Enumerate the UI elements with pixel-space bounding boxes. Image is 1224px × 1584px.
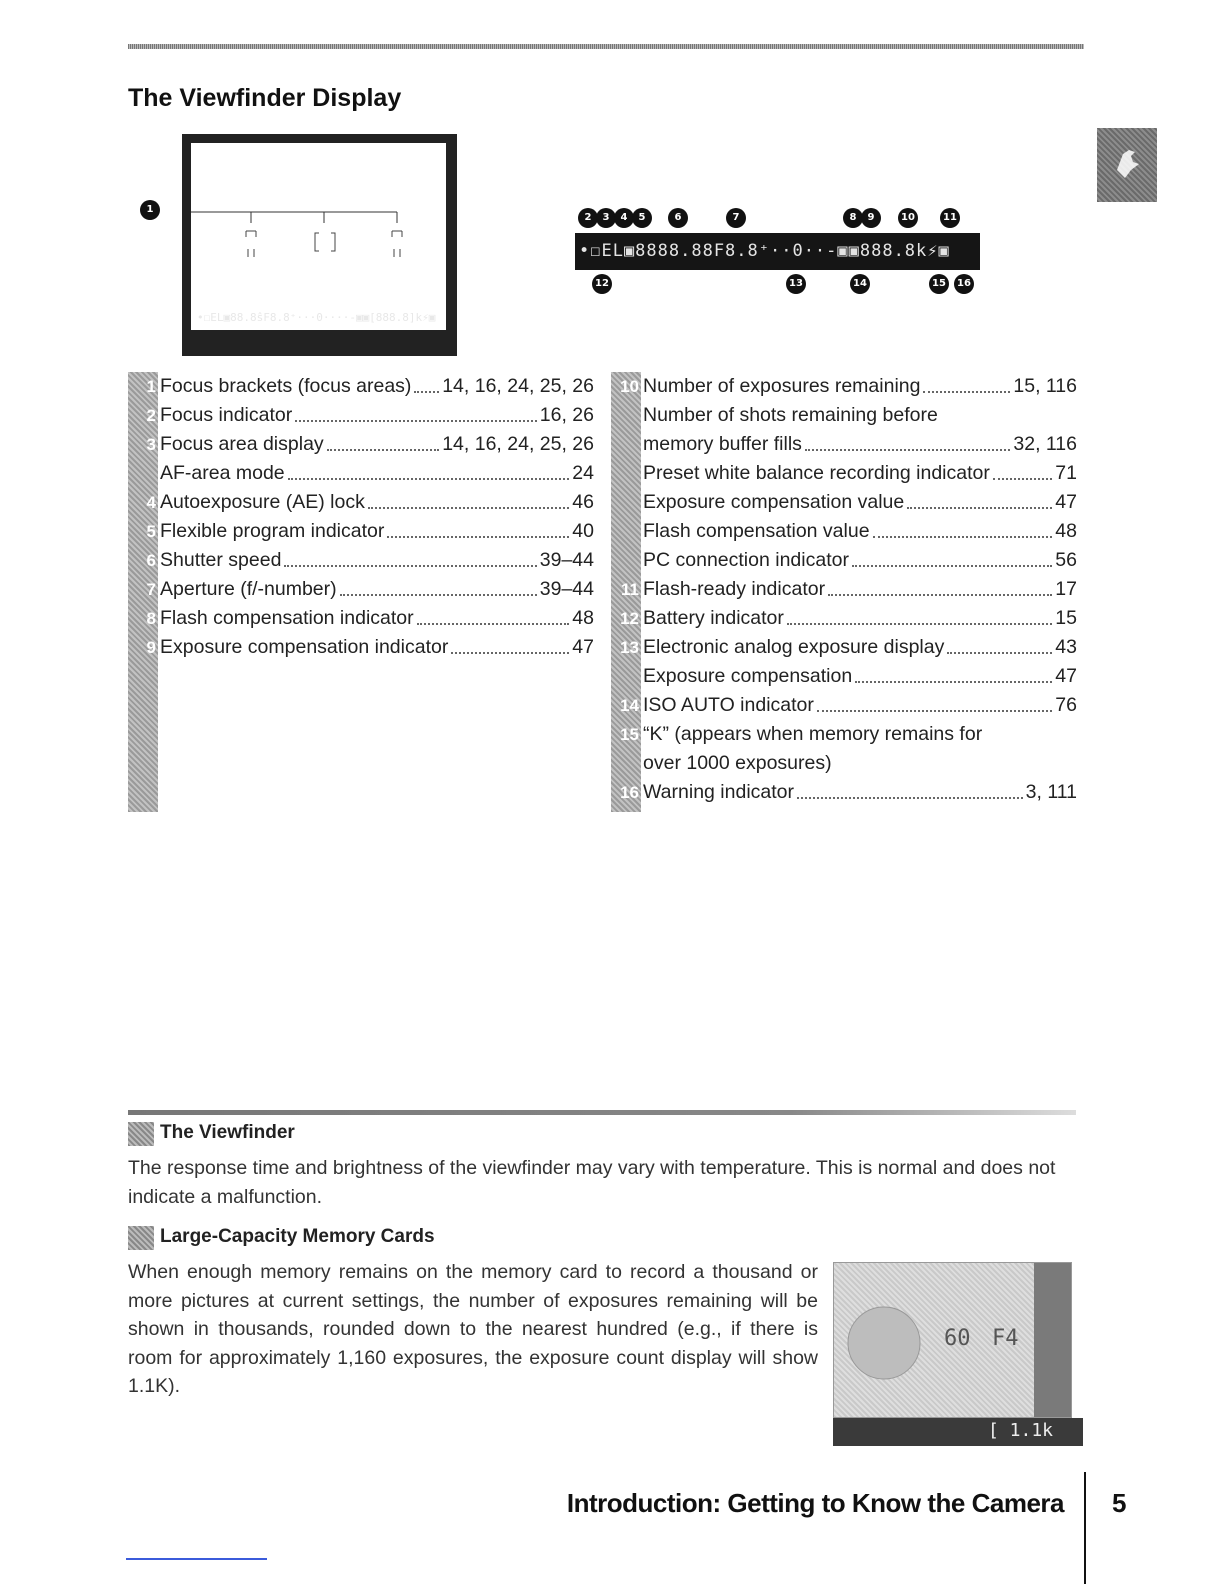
viewfinder-lcd-strip bbox=[575, 233, 980, 270]
legend-item-label: Focus indicator bbox=[160, 404, 293, 426]
legend-item-number: 11 bbox=[621, 580, 639, 599]
top-rule bbox=[128, 44, 1084, 49]
callout-3: 3 bbox=[596, 208, 616, 228]
legend-item-pages: 56 bbox=[1055, 549, 1077, 571]
legend-item-label: Electronic analog exposure display bbox=[643, 636, 945, 658]
legend-item-pages: 16, 26 bbox=[539, 404, 594, 426]
magnifier-note-icon bbox=[128, 1226, 154, 1250]
legend-item-label: Focus brackets (focus areas) bbox=[160, 375, 412, 397]
leader-dots bbox=[947, 633, 1052, 654]
legend-item bbox=[611, 633, 1077, 662]
legend-item-number: 15 bbox=[620, 725, 639, 744]
legend-item-pages: 15 bbox=[1055, 607, 1077, 629]
callout-13: 13 bbox=[786, 274, 806, 294]
legend-item-number bbox=[611, 749, 641, 778]
legend-item-pages: 76 bbox=[1055, 694, 1077, 716]
legend-item bbox=[128, 372, 594, 401]
leader-dots bbox=[797, 778, 1023, 799]
page-number: 5 bbox=[1112, 1488, 1127, 1518]
leader-dots bbox=[787, 604, 1052, 625]
legend-item-pages: 3, 111 bbox=[1025, 781, 1077, 803]
legend-item bbox=[611, 372, 1077, 401]
leader-dots bbox=[327, 430, 440, 451]
legend-item bbox=[611, 720, 1077, 749]
callout-5: 5 bbox=[632, 208, 652, 228]
legend-item bbox=[611, 749, 1077, 778]
callout-14: 14 bbox=[850, 274, 870, 294]
legend-item bbox=[128, 546, 594, 575]
legend-item-label: Number of shots remaining before bbox=[643, 404, 938, 426]
legend-item-label: Flash compensation indicator bbox=[160, 607, 414, 629]
camera-display-illustration bbox=[834, 1263, 1071, 1417]
legend-item-number: 6 bbox=[146, 551, 156, 570]
callout-7: 7 bbox=[726, 208, 746, 228]
legend-item-label: “K” (appears when memory remains for bbox=[643, 723, 983, 745]
note-title: Large-Capacity Memory Cards bbox=[160, 1226, 435, 1248]
legend-item-pages: 24 bbox=[572, 462, 594, 484]
leader-dots bbox=[387, 517, 569, 538]
legend-item-label: Flash-ready indicator bbox=[643, 578, 826, 600]
legend-item-label: Focus area display bbox=[160, 433, 324, 455]
leader-dots bbox=[923, 372, 1010, 393]
legend-item-pages: 46 bbox=[572, 491, 594, 513]
legend-item bbox=[611, 662, 1077, 691]
legend-item bbox=[128, 633, 594, 662]
legend-item-pages: 47 bbox=[1055, 665, 1077, 687]
legend-item-label: Flash compensation value bbox=[643, 520, 870, 542]
callout-15: 15 bbox=[929, 274, 949, 294]
legend-item-label: memory buffer fills bbox=[643, 433, 802, 455]
callout-4: 4 bbox=[614, 208, 634, 228]
exposure-count-value: [ 1.1k bbox=[987, 1420, 1053, 1441]
legend-item-number: 9 bbox=[146, 638, 156, 657]
svg-text:60: 60 bbox=[944, 1326, 971, 1351]
callout-6: 6 bbox=[668, 208, 688, 228]
leader-dots bbox=[873, 517, 1053, 538]
legend-item-label: Warning indicator bbox=[643, 781, 795, 803]
footer-chapter-title: Introduction: Getting to Know the Camera bbox=[566, 1488, 1064, 1518]
legend-item-number: 1 bbox=[146, 377, 156, 396]
legend-item-number: 2 bbox=[146, 406, 156, 425]
legend-item-label: AF-area mode bbox=[160, 462, 285, 484]
leader-dots bbox=[414, 372, 439, 393]
legend-item-number: 14 bbox=[620, 696, 639, 715]
legend-item bbox=[128, 488, 594, 517]
pencil-note-icon bbox=[128, 1122, 154, 1146]
leader-dots bbox=[993, 459, 1052, 480]
note-title: The Viewfinder bbox=[160, 1122, 295, 1144]
legend-item bbox=[128, 459, 594, 488]
viewfinder-info-strip: •☐EL▣88.8ŝF8.8⁺···0····-▣▣[888.8]k⚡▣ bbox=[197, 311, 436, 324]
legend-item-number: 5 bbox=[146, 522, 156, 541]
leader-dots bbox=[817, 691, 1052, 712]
legend-item-number: 4 bbox=[146, 493, 156, 512]
focus-brackets-graphic bbox=[191, 143, 446, 330]
legend-item-label: ISO AUTO indicator bbox=[643, 694, 814, 716]
legend-item-label: Aperture (f/-number) bbox=[160, 578, 337, 600]
leader-dots bbox=[284, 546, 536, 567]
legend-item-label: Flexible program indicator bbox=[160, 520, 385, 542]
legend-item bbox=[611, 401, 1077, 430]
legend-item-number bbox=[611, 517, 641, 546]
callout-10: 10 bbox=[898, 208, 918, 228]
legend-item-label: Exposure compensation indicator bbox=[160, 636, 449, 658]
legend-left bbox=[128, 372, 594, 812]
legend-item-number: 7 bbox=[146, 580, 156, 599]
legend-item-label: Preset white balance recording indicator bbox=[643, 462, 990, 484]
legend-item-number bbox=[611, 662, 641, 691]
note-memory-body: When enough memory remains on the memory card to record a thousand or more pictures at current settings, the number of exposures remaining will be shown in thousands, rounded down to the nearest hundred (e.g., if there is room for approximately 1,160 exposures, the exposure count display will show 1.1K). bbox=[128, 1261, 818, 1397]
legend-item bbox=[611, 778, 1077, 807]
note-rule bbox=[128, 1110, 1076, 1115]
legend-item-number: 16 bbox=[620, 783, 639, 802]
exposure-count-readout bbox=[833, 1418, 1083, 1446]
legend-item-pages: 47 bbox=[572, 636, 594, 658]
note-viewfinder-body: The response time and brightness of the viewfinder may vary with temperature. This is normal and does not indicate a malfunction. bbox=[128, 1157, 1056, 1208]
legend-item-number bbox=[611, 401, 641, 430]
leader-dots bbox=[295, 401, 537, 422]
leader-dots bbox=[340, 575, 537, 596]
legend-item-pages: 17 bbox=[1055, 578, 1077, 600]
legend-item-number bbox=[611, 488, 641, 517]
callout-11: 11 bbox=[940, 208, 960, 228]
legend-item-label: Exposure compensation bbox=[643, 665, 853, 687]
legend-item-label: Number of exposures remaining bbox=[643, 375, 921, 397]
legend-item-pages: 39–44 bbox=[539, 549, 594, 571]
leader-dots bbox=[417, 604, 570, 625]
lcd-readout: •☐EL▣8888.88F8.8⁺··0··-▣▣888.8k⚡▣ bbox=[579, 241, 950, 261]
page-title: The Viewfinder Display bbox=[128, 84, 402, 112]
legend-item-number: 12 bbox=[620, 609, 639, 628]
callout-2: 2 bbox=[578, 208, 598, 228]
leader-dots bbox=[368, 488, 569, 509]
legend-item-pages: 40 bbox=[572, 520, 594, 542]
legend-item-label: over 1000 exposures) bbox=[643, 752, 832, 774]
legend-item bbox=[611, 604, 1077, 633]
leader-dots bbox=[288, 459, 570, 480]
legend-item bbox=[128, 604, 594, 633]
bottom-line bbox=[126, 1558, 267, 1560]
leader-dots bbox=[907, 488, 1052, 509]
legend-item-label: Shutter speed bbox=[160, 549, 282, 571]
leader-dots bbox=[852, 546, 1052, 567]
legend-right bbox=[611, 372, 1077, 812]
legend-item-pages: 32, 116 bbox=[1013, 433, 1077, 455]
legend-item-number bbox=[128, 459, 158, 488]
legend-item-number: 13 bbox=[620, 638, 639, 657]
legend-item-label: Exposure compensation value bbox=[643, 491, 905, 513]
legend-item-pages: 14, 16, 24, 25, 26 bbox=[442, 433, 594, 455]
camera-display-photo bbox=[833, 1262, 1072, 1418]
leader-dots bbox=[828, 575, 1052, 596]
legend-item bbox=[128, 575, 594, 604]
callout-16: 16 bbox=[954, 274, 974, 294]
legend-item-pages: 48 bbox=[572, 607, 594, 629]
legend-item-number: 10 bbox=[620, 377, 639, 396]
callout-8: 8 bbox=[843, 208, 863, 228]
leader-dots bbox=[855, 662, 1052, 683]
bird-icon bbox=[1111, 144, 1143, 184]
legend-item bbox=[611, 517, 1077, 546]
legend-item bbox=[611, 430, 1077, 459]
legend-item bbox=[128, 430, 594, 459]
svg-text:F4: F4 bbox=[992, 1326, 1019, 1351]
legend-item-number bbox=[611, 430, 641, 459]
legend-item-pages: 47 bbox=[1055, 491, 1077, 513]
note-memory-heading bbox=[128, 1226, 435, 1250]
legend-item bbox=[611, 488, 1077, 517]
legend-item-pages: 48 bbox=[1055, 520, 1077, 542]
legend-item-label: PC connection indicator bbox=[643, 549, 849, 571]
legend-item bbox=[128, 401, 594, 430]
legend-item-number bbox=[611, 546, 641, 575]
callout-12: 12 bbox=[592, 274, 612, 294]
legend-item bbox=[611, 546, 1077, 575]
legend-item-number bbox=[611, 459, 641, 488]
legend-item-pages: 43 bbox=[1055, 636, 1077, 658]
viewfinder-frame bbox=[191, 143, 446, 330]
footer-divider bbox=[1084, 1472, 1086, 1584]
legend-item-pages: 71 bbox=[1055, 462, 1077, 484]
viewfinder-diagram bbox=[182, 134, 457, 356]
leader-dots bbox=[805, 430, 1010, 451]
legend-item-pages: 15, 116 bbox=[1013, 375, 1077, 397]
legend-item-number: 8 bbox=[146, 609, 156, 628]
legend-item-pages: 14, 16, 24, 25, 26 bbox=[442, 375, 594, 397]
note-viewfinder-heading bbox=[128, 1122, 295, 1146]
legend-item bbox=[128, 517, 594, 546]
legend-item-number: 3 bbox=[146, 435, 156, 454]
legend-item-label: Autoexposure (AE) lock bbox=[160, 491, 365, 513]
legend-item bbox=[611, 691, 1077, 720]
legend-item bbox=[611, 459, 1077, 488]
legend-item-label: Battery indicator bbox=[643, 607, 784, 629]
callout-9: 9 bbox=[861, 208, 881, 228]
leader-dots bbox=[451, 633, 569, 654]
callout-1: 1 bbox=[140, 200, 160, 220]
chapter-tab bbox=[1097, 128, 1157, 202]
legend-item bbox=[611, 575, 1077, 604]
legend-item-pages: 39–44 bbox=[539, 578, 594, 600]
